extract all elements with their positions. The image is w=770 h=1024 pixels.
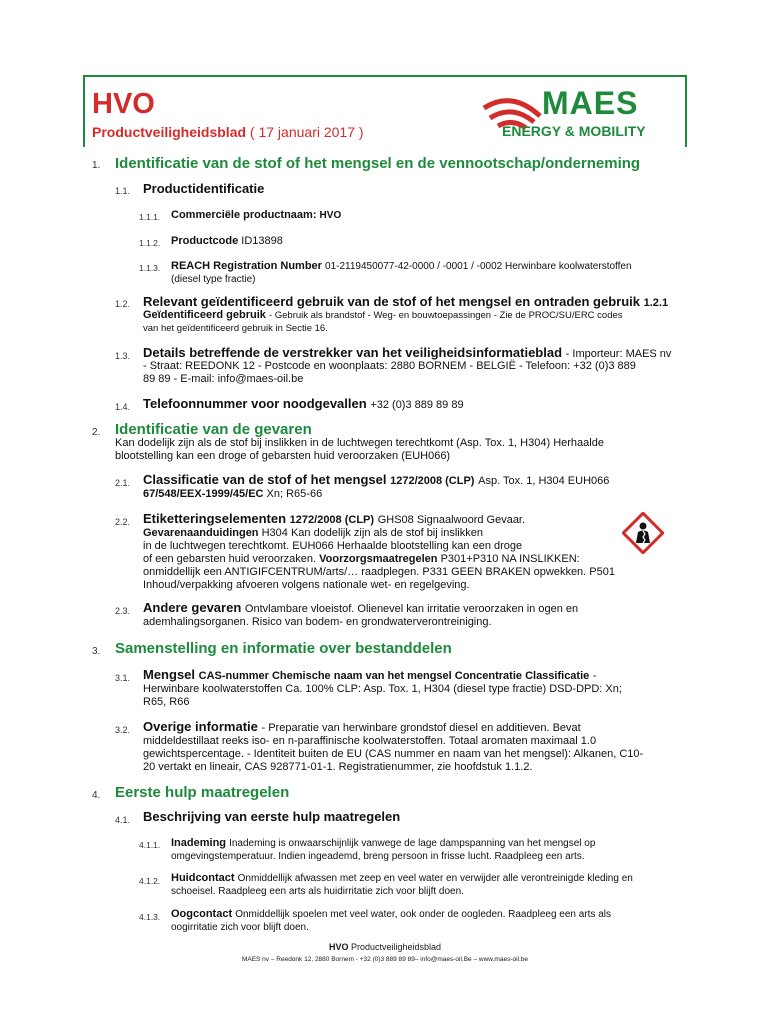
- logo-text: MAES: [542, 85, 639, 121]
- item-number: 4.1.3.: [139, 912, 161, 922]
- body-line: H304 Kan dodelijk zijn als de stof bij inslikken: [261, 527, 483, 539]
- item-number: 1.1.1.: [139, 212, 161, 222]
- subsection-title-text: Etiketteringselementen: [143, 511, 287, 526]
- item-text: [171, 209, 341, 222]
- section-title: Eerste hulp maatregelen: [115, 784, 290, 801]
- body-line: blootstelling kan een droge of gebarsten huid veroorzaken (EUH066): [115, 450, 451, 462]
- subsection-body: [143, 735, 643, 774]
- ghs08-health-hazard-icon: [622, 512, 664, 554]
- subsection-title-text: Andere gevaren: [143, 600, 242, 615]
- subsection-value: Asp. Tox. 1, H304 EUH066: [478, 475, 610, 487]
- body-line: - Straat: REEDONK 12 - Postcode en woonplaats: 2880 BORNEM - BELGIË - Telefoon: +32 (0)3 889: [143, 360, 636, 372]
- subsection-body: [143, 360, 636, 386]
- body-line: R65, R66: [143, 696, 190, 708]
- item-label: Productcode: [171, 235, 239, 247]
- item-value-cont: schoeisel. Raadpleeg een arts als huidirritatie zich voor blijft doen.: [171, 886, 464, 897]
- body-line: onmiddellijk een ANTIGIFCENTRUM/arts/… raadplegen. P331 GEEN BRAKEN opwekken. P501: [143, 566, 615, 578]
- subsection-title: [143, 182, 264, 196]
- body-line: Xn; R65-66: [266, 488, 323, 500]
- body-line: P301+P310 NA INSLIKKEN:: [440, 553, 580, 565]
- subsection-title: [143, 720, 581, 735]
- body-line: gewichtspercentage. - Identiteit buiten de EU (CAS nummer en naam van het mengsel): Alkanen, C10-: [143, 748, 644, 760]
- footer-address: MAES nv – Reedonk 12, 2880 Bornem - +32 (0)3 889 89 89– info@maes-oil.Be – www.maes-oil.be: [241, 956, 529, 963]
- document-subtitle: [92, 124, 364, 140]
- body-line: in de luchtwegen terechtkomt. EUH066 Herhaalde blootstelling kan een droge: [143, 540, 523, 552]
- subsection-number: 3.1.: [115, 673, 131, 683]
- item-number: 1.1.3.: [139, 263, 161, 273]
- subsection-dash: -: [592, 670, 597, 682]
- subsection-title: [143, 397, 464, 412]
- item-value: HVO: [319, 210, 342, 221]
- body-label: Voorzorgsmaatregelen: [319, 553, 438, 565]
- section-title: Samenstelling en informatie over bestanddelen: [115, 640, 452, 657]
- item-text: [171, 260, 632, 286]
- item-value-cont: oogirritatie zich voor blijft doen.: [171, 922, 309, 933]
- footer-doc-title: HVO: [328, 942, 349, 952]
- subsection-ref: 1.2.1: [643, 297, 669, 309]
- body-line: 20 vertakt en lineair, CAS 928771-01-1. Registratienummer, zie hoofdstuk 1.1.2.: [143, 761, 533, 773]
- subsection-number: 1.3.: [115, 351, 131, 361]
- item-label: Oogcontact: [171, 908, 233, 920]
- section-title: Identificatie van de gevaren: [115, 421, 312, 438]
- subsection-number: 2.3.: [115, 606, 131, 616]
- subsection-number: 2.2.: [115, 517, 131, 527]
- item-text: [171, 235, 283, 247]
- body-line: of een gebarsten huid veroorzaken.: [143, 553, 317, 565]
- item-label: Inademing: [171, 837, 227, 849]
- subsection-title-text: Productidentificatie: [143, 181, 265, 196]
- logo-subtext: ENERGY & MOBILITY: [502, 123, 646, 139]
- body-line: middeldestillaat reeks iso- en n-paraffinische koolwaterstoffen. Totaal aromaten maximaal 1.0: [143, 735, 597, 747]
- subsection-body: [143, 488, 322, 501]
- subsection-number: 1.1.: [115, 186, 131, 196]
- footer-doc-type: Productveiligheidsblad: [350, 942, 442, 952]
- subsection-title-text: Mengsel: [143, 667, 196, 682]
- body-line: - Gebruik als brandstof - Weg- en bouwtoepassingen - Zie de PROC/SU/ERC codes: [268, 310, 623, 321]
- body-label: 67/548/EEX-1999/45/EC: [143, 488, 264, 500]
- item-value: ID13898: [241, 235, 283, 247]
- subsection-value: GHS08 Signaalwoord Gevaar.: [377, 514, 526, 526]
- subsection-body: [143, 309, 623, 335]
- item-text: [171, 908, 611, 934]
- body-line: Herwinbare koolwaterstoffen Ca. 100% CLP: Asp. Tox. 1, H304 (diesel type fractie) DSD-DPD: Xn;: [143, 683, 622, 695]
- subsection-title-text: Overige informatie: [143, 719, 258, 734]
- subsection-number: 1.2.: [115, 299, 131, 309]
- item-value: Inademing is onwaarschijnlijk vanwege de lage dampspanning van het mengsel op: [229, 838, 596, 849]
- body-line: 89 89 - E-mail: info@maes-oil.be: [143, 373, 304, 385]
- item-number: 4.1.1.: [139, 840, 161, 850]
- item-value-cont: (diesel type fractie): [171, 274, 256, 285]
- subsection-title: [143, 295, 683, 310]
- subsection-number: 3.2.: [115, 725, 131, 735]
- section-number: 4.: [92, 790, 101, 801]
- item-label: Commerciële productnaam:: [171, 209, 317, 221]
- item-text: [171, 872, 633, 898]
- subsection-title-text: Relevant geïdentificeerd gebruik van de stof of het mengsel en ontraden gebruik: [143, 294, 640, 309]
- subsection-value: Ontvlambare vloeistof. Olienevel kan irritatie veroorzaken in ogen en: [244, 603, 579, 615]
- subsection-title: [143, 601, 578, 616]
- section-number: 3.: [92, 646, 101, 657]
- body-line: van het geïdentificeerd gebruik in Sectie 16.: [143, 323, 328, 334]
- subsection-title: [143, 346, 671, 361]
- subtitle-main: Productveiligheidsblad: [92, 124, 247, 140]
- subsection-title-text: Beschrijving van eerste hulp maatregelen: [143, 809, 401, 824]
- item-value: Onmiddellijk afwassen met zeep en veel water en verwijder alle verontreinigde kleding en: [237, 873, 633, 884]
- footer-doc-name: [0, 942, 770, 952]
- section-number: 2.: [92, 427, 101, 438]
- body-line: Inhoud/verpakking afvoeren volgens nationale wet- en regelgeving.: [143, 579, 470, 591]
- subsection-title-text: Telefoonnummer voor noodgevallen: [143, 396, 367, 411]
- subsection-value: - Preparatie van herwinbare grondstof diesel en additieven. Bevat: [261, 722, 581, 734]
- subsection-title-text: Details betreffende de verstrekker van het veiligheidsinformatieblad: [143, 345, 563, 360]
- section-number: 1.: [92, 160, 101, 171]
- subsection-number: 1.4.: [115, 402, 131, 412]
- body-label: Gevarenaanduidingen: [143, 527, 259, 539]
- subsection-title: [143, 512, 525, 527]
- subtitle-date: ( 17 januari 2017 ): [249, 124, 364, 140]
- subsection-ref: CAS-nummer Chemische naam van het mengsel Concentratie Classificatie: [198, 670, 590, 682]
- section-body: [115, 437, 604, 463]
- subsection-ref: 1272/2008 (CLP): [390, 475, 475, 487]
- subsection-title: [143, 473, 609, 488]
- subsection-body: ademhalingsorganen. Risico van bodem- en grondwaterverontreiniging.: [143, 616, 492, 628]
- subsection-title-text: Classificatie van de stof of het mengsel: [143, 472, 387, 487]
- item-value: 01-2119450077-42-0000 / -0001 / -0002 Herwinbare koolwaterstoffen: [325, 261, 632, 272]
- subsection-value: - Importeur: MAES nv: [565, 348, 672, 360]
- subsection-number: 4.1.: [115, 815, 131, 825]
- body-label: Geïdentificeerd gebruik: [143, 309, 266, 321]
- item-number: 4.1.2.: [139, 876, 161, 886]
- subsection-number: 2.1.: [115, 478, 131, 488]
- subsection-body: [143, 683, 622, 709]
- subsection-value: +32 (0)3 889 89 89: [370, 399, 464, 411]
- item-text: [171, 837, 595, 863]
- body-line: Kan dodelijk zijn als de stof bij inslikken in de luchtwegen terechtkomt (Asp. Tox. 1, H304) Herhaalde: [115, 437, 604, 449]
- subsection-ref: 1272/2008 (CLP): [289, 514, 375, 526]
- item-number: 1.1.2.: [139, 238, 161, 248]
- subsection-title: [143, 810, 400, 824]
- item-value-cont: omgevingstemperatuur. Indien ingeademd, breng persoon in frisse lucht. Raadpleeg een arts.: [171, 851, 585, 862]
- section-title: Identificatie van de stof of het mengsel en de vennootschap/onderneming: [115, 155, 641, 172]
- item-value: Onmiddellijk spoelen met veel water, ook onder de oogleden. Raadpleeg een arts als: [235, 909, 611, 920]
- item-label: Huidcontact: [171, 872, 235, 884]
- item-label: REACH Registration Number: [171, 260, 322, 272]
- document-title: HVO: [92, 88, 155, 120]
- subsection-body: [143, 527, 618, 592]
- subsection-title: [143, 668, 597, 683]
